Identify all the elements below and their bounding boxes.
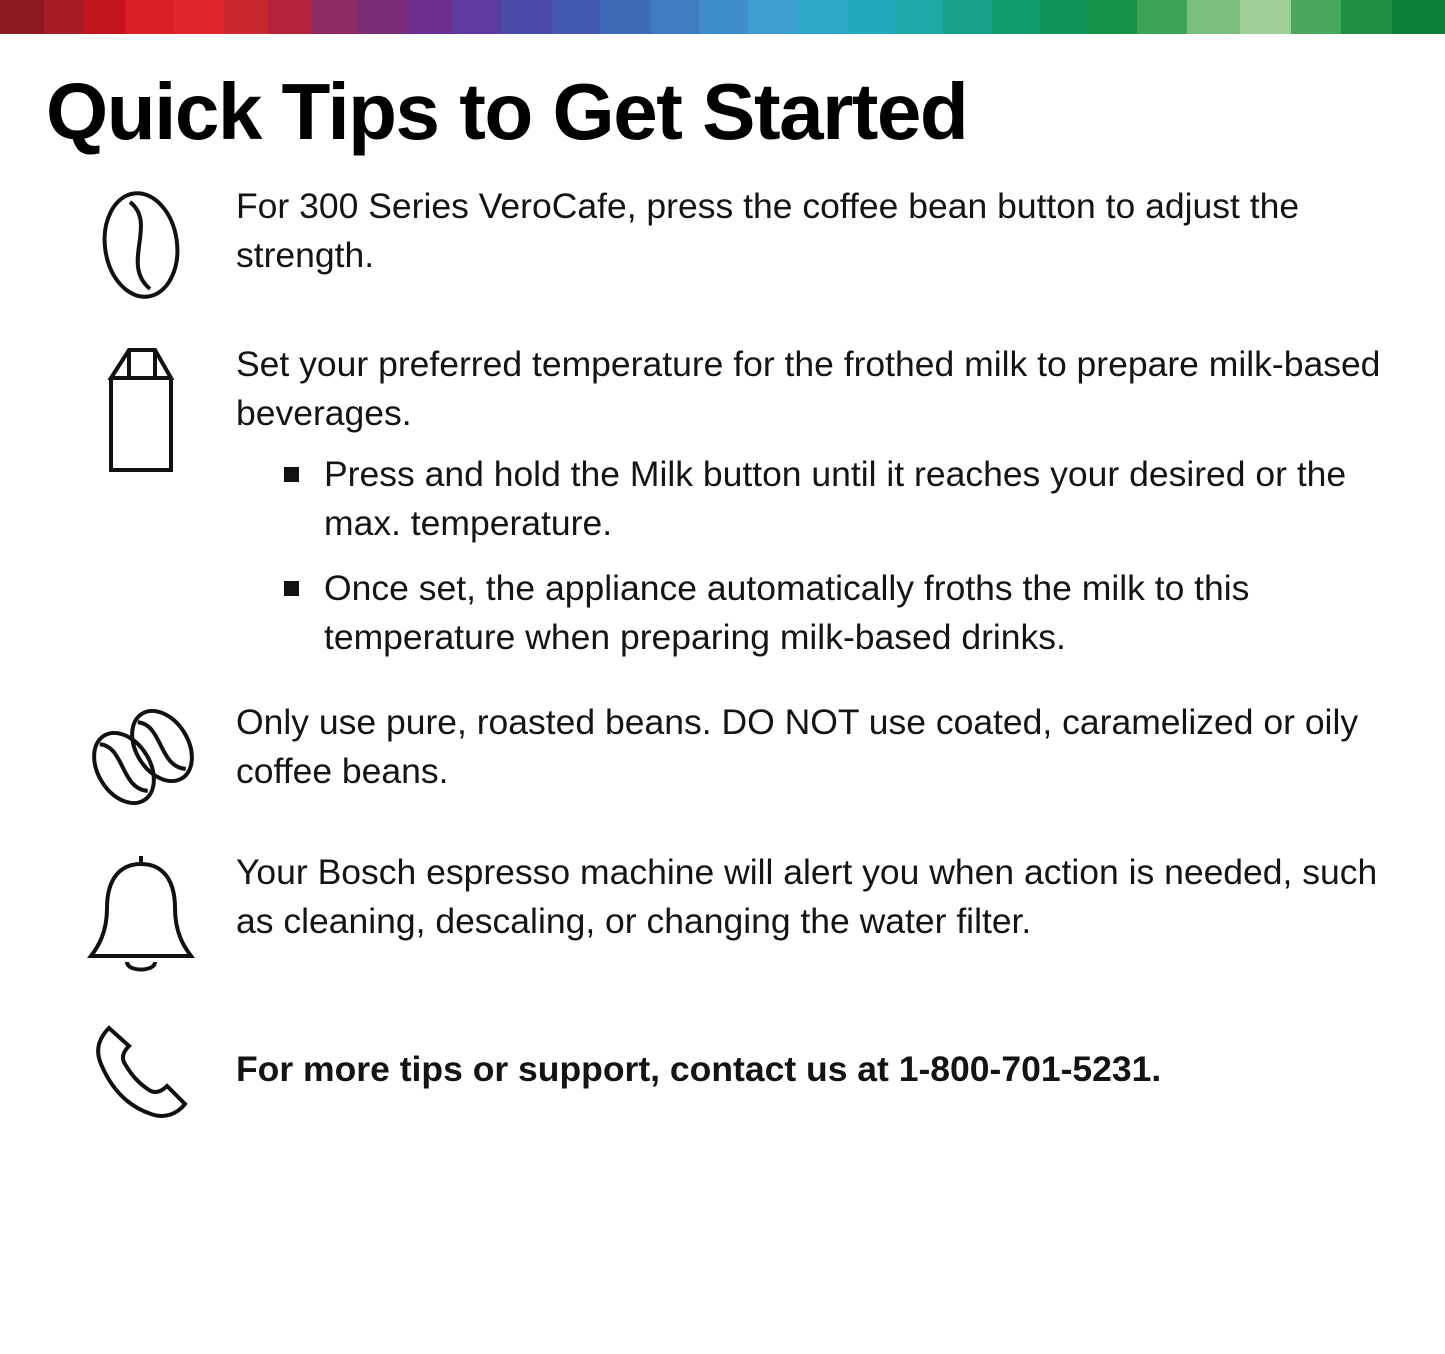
decorative-color-bar: [0, 0, 1445, 34]
color-bar-segment: [748, 0, 799, 34]
color-bar-segment: [847, 0, 895, 34]
tip-text: Set your preferred temperature for the frothed milk to prepare milk-based beverages.: [236, 344, 1381, 433]
phone-icon: [46, 1016, 236, 1124]
color-bar-segment: [1392, 0, 1445, 34]
tip-text: For 300 Series VeroCafe, press the coffee bean button to adjust the strength.: [236, 186, 1300, 275]
color-bar-segment: [44, 0, 84, 34]
coffee-bean-icon: [46, 182, 236, 304]
contact-item: [46, 1016, 1399, 1124]
color-bar-segment: [501, 0, 552, 34]
color-bar-segment: [84, 0, 126, 34]
color-bar-segment: [1040, 0, 1088, 34]
color-bar-segment: [407, 0, 453, 34]
color-bar-segment: [992, 0, 1040, 34]
color-bar-segment: [358, 0, 406, 34]
milk-carton-icon: [46, 340, 236, 474]
tip-sublist: [236, 450, 1389, 662]
page-title: Quick Tips to Get Started: [46, 67, 968, 156]
tip-subitem-text: Press and hold the Milk button until it reaches your desired or the max. temperature.: [324, 453, 1347, 543]
tip-item: [46, 182, 1399, 304]
color-bar-segment: [895, 0, 943, 34]
color-bar-segment: [699, 0, 747, 34]
color-bar-segment: [1240, 0, 1291, 34]
color-bar-segment: [1137, 0, 1188, 34]
contact-text-block: [236, 1045, 1399, 1094]
color-bar-segment: [1088, 0, 1136, 34]
color-bar-segment: [1187, 0, 1240, 34]
color-bar-segment: [453, 0, 501, 34]
tip-item: [46, 340, 1399, 662]
page-content: [0, 34, 1445, 1124]
tip-subitem: [324, 450, 1389, 548]
two-coffee-beans-icon: [46, 698, 236, 812]
tip-text-block: [236, 698, 1399, 796]
bell-icon: [46, 848, 236, 980]
tip-item: [46, 848, 1399, 980]
square-bullet-icon: [284, 467, 299, 482]
tip-text: Your Bosch espresso machine will alert you when action is needed, such as cleaning, descaling, or changing the water filter.: [236, 851, 1378, 941]
tips-list: [46, 182, 1399, 1124]
square-bullet-icon: [284, 581, 299, 596]
color-bar-segment: [943, 0, 991, 34]
color-bar-segment: [798, 0, 846, 34]
color-bar-segment: [224, 0, 268, 34]
tip-text-block: [236, 848, 1399, 946]
color-bar-segment: [1291, 0, 1342, 34]
color-bar-segment: [1341, 0, 1392, 34]
tip-item: [46, 698, 1399, 812]
tip-subitem: [324, 564, 1389, 662]
color-bar-segment: [651, 0, 699, 34]
color-bar-segment: [268, 0, 312, 34]
tip-text: Only use pure, roasted beans. DO NOT use coated, caramelized or oily coffee beans.: [236, 701, 1359, 791]
color-bar-segment: [0, 0, 44, 34]
color-bar-segment: [125, 0, 173, 34]
tip-text-block: [236, 340, 1399, 662]
contact-text: For more tips or support, contact us at 1-800-701-5231.: [236, 1049, 1162, 1090]
color-bar-segment: [312, 0, 358, 34]
tip-text-block: [236, 182, 1399, 280]
tip-subitem-text: Once set, the appliance automatically froths the milk to this temperature when preparing milk-based drinks.: [324, 567, 1250, 657]
color-bar-segment: [552, 0, 600, 34]
color-bar-segment: [600, 0, 651, 34]
color-bar-segment: [174, 0, 225, 34]
